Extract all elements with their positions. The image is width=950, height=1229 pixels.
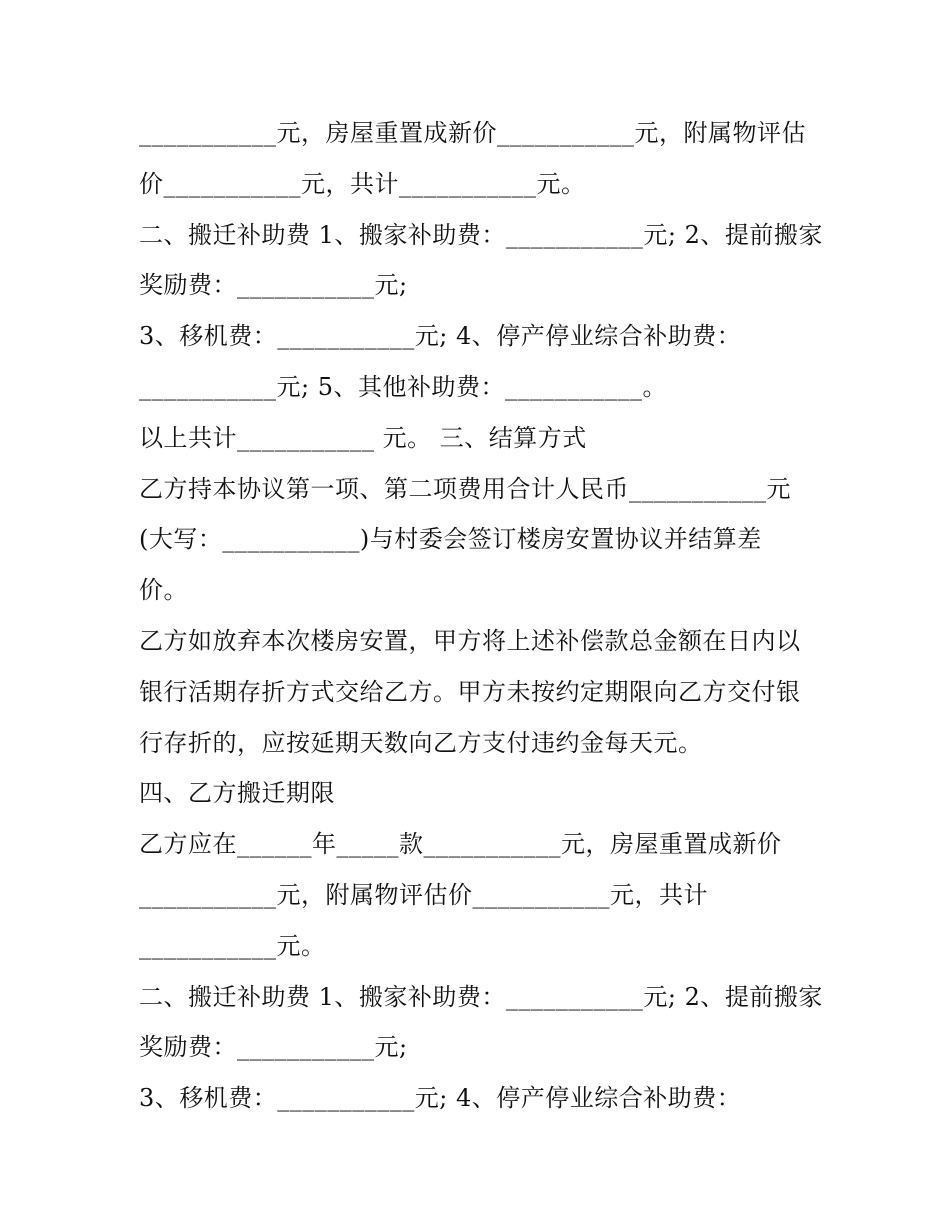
text-line: 银行活期存折方式交给乙方。甲方未按约定期限向乙方交付银 [139, 677, 801, 706]
text-line: 乙方应在______年_____款___________元，房屋重置成新价 [139, 830, 782, 859]
text-line: 二、搬迁补助费 1、搬家补助费：___________元; 2、提前搬家 [139, 220, 823, 249]
text-line: 价___________元，共计___________元。 [139, 169, 586, 198]
text-line: 奖励费：___________元; [139, 1033, 408, 1062]
text-line: 乙方如放弃本次楼房安置，甲方将上述补偿款总金额在日内以 [139, 626, 801, 655]
text-line: (大写：___________)与村委会签订楼房安置协议并结算差 [139, 525, 762, 554]
document-body [139, 108, 823, 1124]
text-line: ___________元，房屋重置成新价___________元，附属物评估 [139, 119, 806, 147]
section-heading: 四、乙方搬迁期限 [139, 779, 335, 808]
text-line: ___________元。 [139, 931, 326, 960]
text-line: ___________元，附属物评估价___________元，共计 [139, 880, 708, 909]
text-line: ___________元; 5、其他补助费：___________。 [139, 372, 667, 401]
text-line: 价。 [139, 576, 188, 605]
text-line: 3、移机费：___________元; 4、停产停业综合补助费： [139, 322, 742, 351]
text-line: 行存折的，应按延期天数向乙方支付违约金每天元。 [139, 728, 703, 757]
text-line: 乙方持本协议第一项、第二项费用合计人民币___________元 [139, 474, 791, 503]
text-line: 3、移机费：___________元; 4、停产停业综合补助费： [139, 1084, 742, 1113]
text-line: 奖励费：___________元; [139, 271, 408, 300]
text-line: 二、搬迁补助费 1、搬家补助费：___________元; 2、提前搬家 [139, 982, 823, 1011]
text-line: 以上共计___________ 元。 三、结算方式 [139, 423, 587, 452]
